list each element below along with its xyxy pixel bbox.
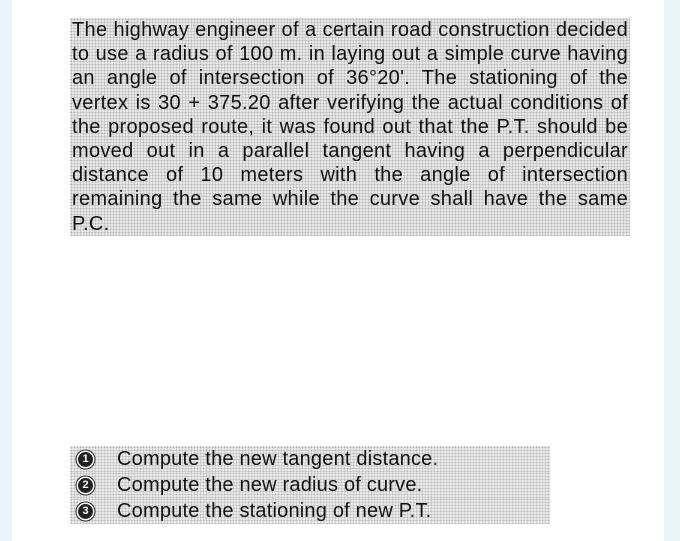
task-item-1 [70,446,550,472]
task-number-badge: 1 [78,452,93,467]
task-item-2 [70,472,550,498]
task-item-3 [70,498,550,524]
task-label: Compute the new radius of curve. [117,473,423,496]
task-label: Compute the stationing of new P.T. [117,499,432,522]
task-list [70,446,550,524]
task-label: Compute the new tangent distance. [117,447,439,470]
problem-statement [70,18,630,236]
problem-paragraph: The highway engineer of a certain road construction decided to use a radius of 100 m. in laying out a simple curve having an angle of intersection of 36°20'. The stationing of the vertex is 30 + 375.20 after verifying the actual conditions of the proposed route, it was found out that the P.T. should be moved out in a parallel tangent having a perpendicular distance of 10 meters with the angle of intersection remaining the same while the curve shall have the same P.C. [72,19,628,235]
task-number-badge: 2 [78,478,93,493]
task-number-badge: 3 [78,504,93,519]
